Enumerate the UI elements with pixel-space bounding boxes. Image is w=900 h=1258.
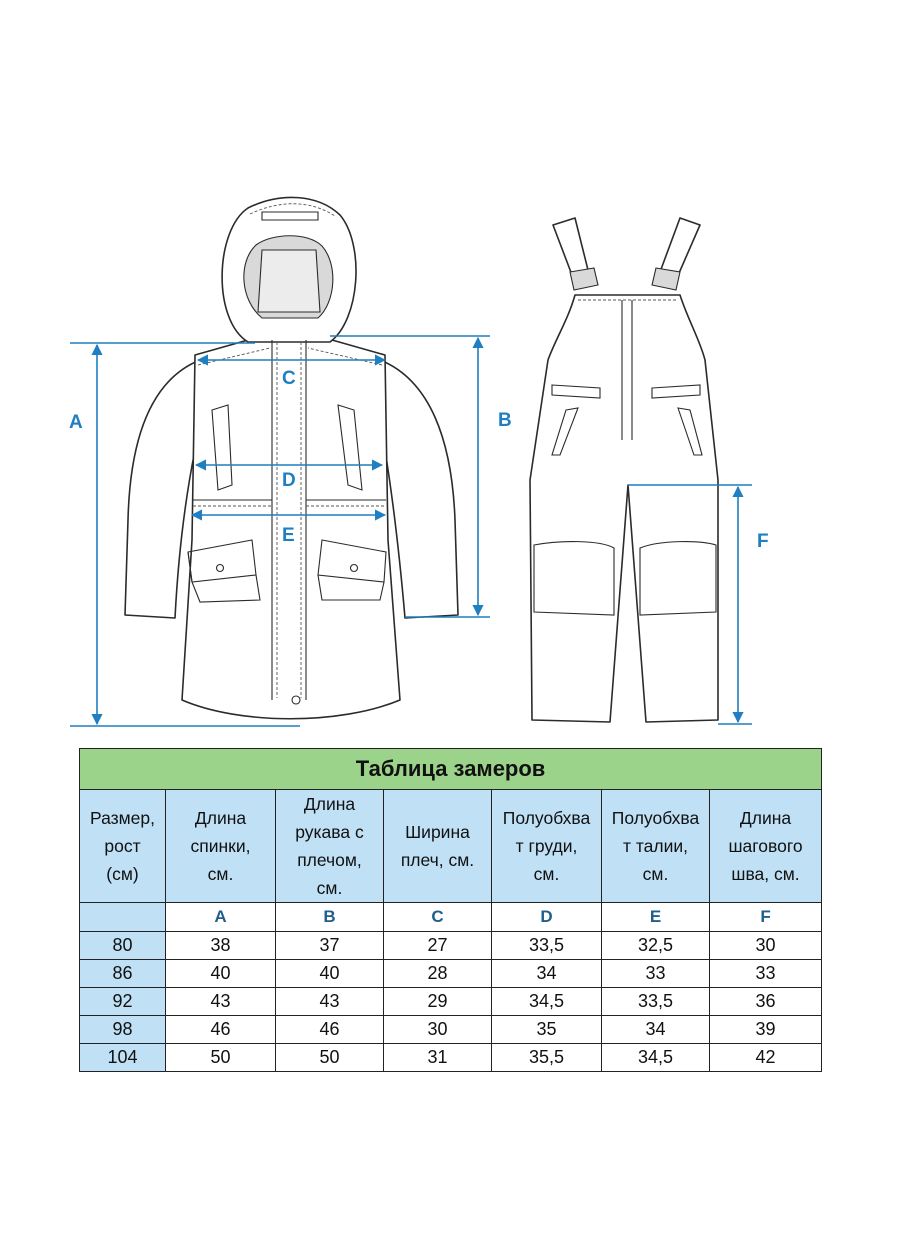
column-header-line: см. xyxy=(642,864,669,884)
measure-letter-cell xyxy=(80,903,166,932)
value-cell: 33,5 xyxy=(602,988,710,1016)
value-cell: 40 xyxy=(276,960,384,988)
value-cell: 35,5 xyxy=(492,1044,602,1072)
column-header-5 xyxy=(602,790,710,903)
value-cell: 50 xyxy=(166,1044,276,1072)
size-cell: 98 xyxy=(80,1016,166,1044)
measure-letter-cell: C xyxy=(384,903,492,932)
column-header-line: плеч, см. xyxy=(400,850,475,870)
table-row xyxy=(80,1044,822,1072)
column-header-line: т талии, xyxy=(622,836,689,856)
value-cell: 31 xyxy=(384,1044,492,1072)
size-cell: 80 xyxy=(80,932,166,960)
column-header-line: Ширина xyxy=(405,822,470,842)
value-cell: 43 xyxy=(166,988,276,1016)
value-cell: 43 xyxy=(276,988,384,1016)
measure-label-c: C xyxy=(282,368,296,389)
parka-drawing xyxy=(125,197,458,718)
value-cell: 30 xyxy=(384,1016,492,1044)
size-cell: 86 xyxy=(80,960,166,988)
column-header-0 xyxy=(80,790,166,903)
value-cell: 34,5 xyxy=(492,988,602,1016)
value-cell: 33 xyxy=(710,960,822,988)
value-cell: 32,5 xyxy=(602,932,710,960)
value-cell: 37 xyxy=(276,932,384,960)
column-header-line: Длина xyxy=(739,808,792,828)
value-cell: 38 xyxy=(166,932,276,960)
value-cell: 42 xyxy=(710,1044,822,1072)
size-cell: 104 xyxy=(80,1044,166,1072)
measure-letter-cell: E xyxy=(602,903,710,932)
column-header-line: плечом, xyxy=(297,850,362,870)
column-header-line: шагового xyxy=(728,836,803,856)
measure-label-b: B xyxy=(498,410,512,431)
value-cell: 39 xyxy=(710,1016,822,1044)
column-header-line: см. xyxy=(207,864,234,884)
column-header-4 xyxy=(492,790,602,903)
table-letter-row xyxy=(80,903,822,932)
measure-letter-cell: F xyxy=(710,903,822,932)
column-header-3 xyxy=(384,790,492,903)
column-header-line: Длина xyxy=(303,794,356,814)
measure-label-f: F xyxy=(757,531,769,552)
value-cell: 33 xyxy=(602,960,710,988)
column-header-line: спинки, xyxy=(190,836,251,856)
column-header-1 xyxy=(166,790,276,903)
table-header-row xyxy=(80,790,822,903)
column-header-6 xyxy=(710,790,822,903)
column-header-line: (см) xyxy=(106,864,139,884)
value-cell: 34 xyxy=(492,960,602,988)
value-cell: 46 xyxy=(166,1016,276,1044)
value-cell: 40 xyxy=(166,960,276,988)
value-cell: 27 xyxy=(384,932,492,960)
overalls-drawing xyxy=(530,218,718,722)
value-cell: 28 xyxy=(384,960,492,988)
column-header-line: рост xyxy=(104,836,141,856)
column-header-line: см. xyxy=(316,878,343,898)
measure-label-a: A xyxy=(69,412,83,433)
size-table xyxy=(79,748,822,1072)
column-header-line: рукава с xyxy=(295,822,364,842)
column-header-line: см. xyxy=(533,864,560,884)
column-header-line: т груди, xyxy=(515,836,578,856)
measure-label-e: E xyxy=(282,525,295,546)
table-row xyxy=(80,960,822,988)
size-cell: 92 xyxy=(80,988,166,1016)
column-header-line: Полуобхва xyxy=(611,808,700,828)
column-header-2 xyxy=(276,790,384,903)
measure-letter-cell: B xyxy=(276,903,384,932)
value-cell: 30 xyxy=(710,932,822,960)
value-cell: 34,5 xyxy=(602,1044,710,1072)
column-header-line: Длина xyxy=(194,808,247,828)
table-row xyxy=(80,932,822,960)
column-header-line: Полуобхва xyxy=(502,808,591,828)
value-cell: 46 xyxy=(276,1016,384,1044)
column-header-line: шва, см. xyxy=(731,864,800,884)
table-title: Таблица замеров xyxy=(80,749,822,790)
value-cell: 50 xyxy=(276,1044,384,1072)
value-cell: 33,5 xyxy=(492,932,602,960)
column-header-line: Размер, xyxy=(89,808,155,828)
table-row xyxy=(80,1016,822,1044)
table-row xyxy=(80,988,822,1016)
value-cell: 29 xyxy=(384,988,492,1016)
measure-letter-cell: A xyxy=(166,903,276,932)
measure-letter-cell: D xyxy=(492,903,602,932)
value-cell: 36 xyxy=(710,988,822,1016)
value-cell: 35 xyxy=(492,1016,602,1044)
measure-label-d: D xyxy=(282,470,296,491)
value-cell: 34 xyxy=(602,1016,710,1044)
